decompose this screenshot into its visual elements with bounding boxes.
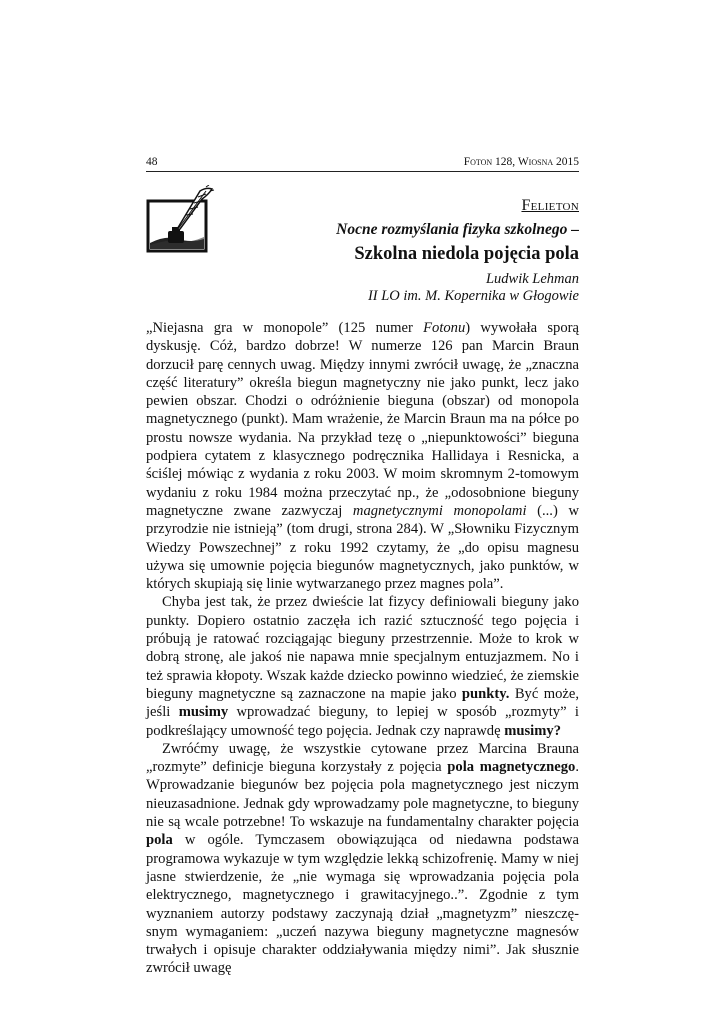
bold-text: musimy? bbox=[504, 722, 561, 739]
text-run: Chyba jest tak, że przez dwieście lat fizycy definiowali bieguny jako punkty. Dopiero ostatnio zaczęła ich razić sztuczność tego pojęcia i próbują je ratować rozciągając bieguny przestrzennie. Może to krok w dobrą stronę, ale jakoś nie napawa mnie specjalnym entuzjazmem. No i też sprawia kłopoty. Wszak każde dziecko powinno wiedzieć, że ziemskie bieguny magnetyczne są zaznaczone na mapie jako bbox=[146, 594, 579, 702]
text-run: wprowadzać bieguny, to lepiej w sposób „rozmyty” i podkreślający umowność tego pojęcia. Jednak czy naprawdę bbox=[146, 704, 579, 739]
article-subtitle: Nocne rozmyślania fizyka szkolnego – bbox=[336, 221, 579, 238]
running-header bbox=[146, 155, 579, 169]
page-number: 48 bbox=[146, 156, 158, 168]
text-run: (...) w przyrodzie nie istnieją” (tom drugi, strona 284). W „Słowniku Fizycznym Wiedzy Powszechnej” z roku 1992 czytamy, że „do opisu magnesu używa się umownie pojęcia biegunów magnetycznych, jako punktów, w których skupiają się linie wytwarzanego przez magnes pola”. bbox=[146, 502, 579, 593]
text-run: ) wywołała sporą dyskusję. Cóż, bardzo dobrze! W numerze 126 pan Marcin Braun dorzucił parę cennych uwag. Między innymi zwrócił uwagę, że „znaczna część literatury” określa biegun magnetyczny nie jako punkt, lecz jako pewien obszar. Chodzi o odróżnienie bieguna (obszar) od monopola magnetycznego (punkt). Mam wrażenie, że Marcin Braun ma na półce po prostu nowsze wydania. Na przykład tezę o „niepunktowości” bieguna podpiera cytatem z klasycznego podręcznika Hallidaya i Resnicka, a ściślej mówiąc z wydania z roku 2003. W moim skromnym 2-tomowym wydaniu z roku 1984 można przeczytać np., że „odosobnione bieguny magnetyczne zwane zazwyczaj bbox=[146, 320, 579, 519]
text-run: Być może, jeśli bbox=[146, 685, 579, 721]
article-body bbox=[146, 319, 579, 978]
header-rule bbox=[146, 171, 579, 172]
text-run: . Wprowadzanie biegunów bez pojęcia pola magnetycznego jest niczym nieuzasadnione. Jednak gdy wprowadzamy pole magnetyczne, to bieguny nie są wcale potrzebne! To wskazuje na fundamentalny charakter pojęcia bbox=[146, 759, 580, 831]
text-run: „Niejasna gra w monopole” (125 numer bbox=[146, 320, 424, 336]
italic-text: Fotonu bbox=[423, 320, 466, 336]
body-paragraph bbox=[146, 740, 579, 978]
bold-text: punkty. bbox=[461, 685, 510, 702]
bold-text: pola magnetycznego bbox=[447, 759, 576, 776]
journal-issue: Foton 128, Wiosna 2015 bbox=[463, 156, 579, 168]
text-run: w ogóle. Tymczasem obowiązująca od niedawna podstawa programowa wykazuje w tym względzie lekką schizofrenię. Mamy w niej jasne stwierdzenie, że „nie wymaga się wprowadzania pojęcia pola elektrycznego, magnetycznego i grawitacyjnego..”. Zgodnie z tym wyznaniem autorzy podstawy zaczynają dział „magnetyzm” nieszczęsnym wymaganiem: „uczeń nazywa bieguny magnetyczne magnesów trwałych i opisuje charakter oddziaływania między nimi”. Jak słusznie zwrócił uwagę bbox=[146, 832, 579, 977]
body-paragraph bbox=[146, 593, 579, 739]
article-title: Szkolna niedola pojęcia pola bbox=[354, 244, 579, 264]
bold-text: pola bbox=[146, 832, 173, 849]
body-paragraph bbox=[146, 319, 579, 593]
author-name: Ludwik Lehman bbox=[485, 271, 579, 287]
italic-text: magnetycznymi monopolami bbox=[352, 502, 527, 519]
author-affiliation: II LO im. M. Kopernika w Głogowie bbox=[367, 288, 579, 304]
text-run: Zwróćmy uwagę, że wszystkie cytowane przez Marcina Brauna „rozmyte” definicje bieguna korzystały z pojęcia bbox=[146, 740, 579, 776]
quill-inkwell-icon bbox=[146, 185, 216, 255]
section-label: Felieton bbox=[521, 197, 579, 214]
bold-text: musimy bbox=[178, 704, 229, 721]
